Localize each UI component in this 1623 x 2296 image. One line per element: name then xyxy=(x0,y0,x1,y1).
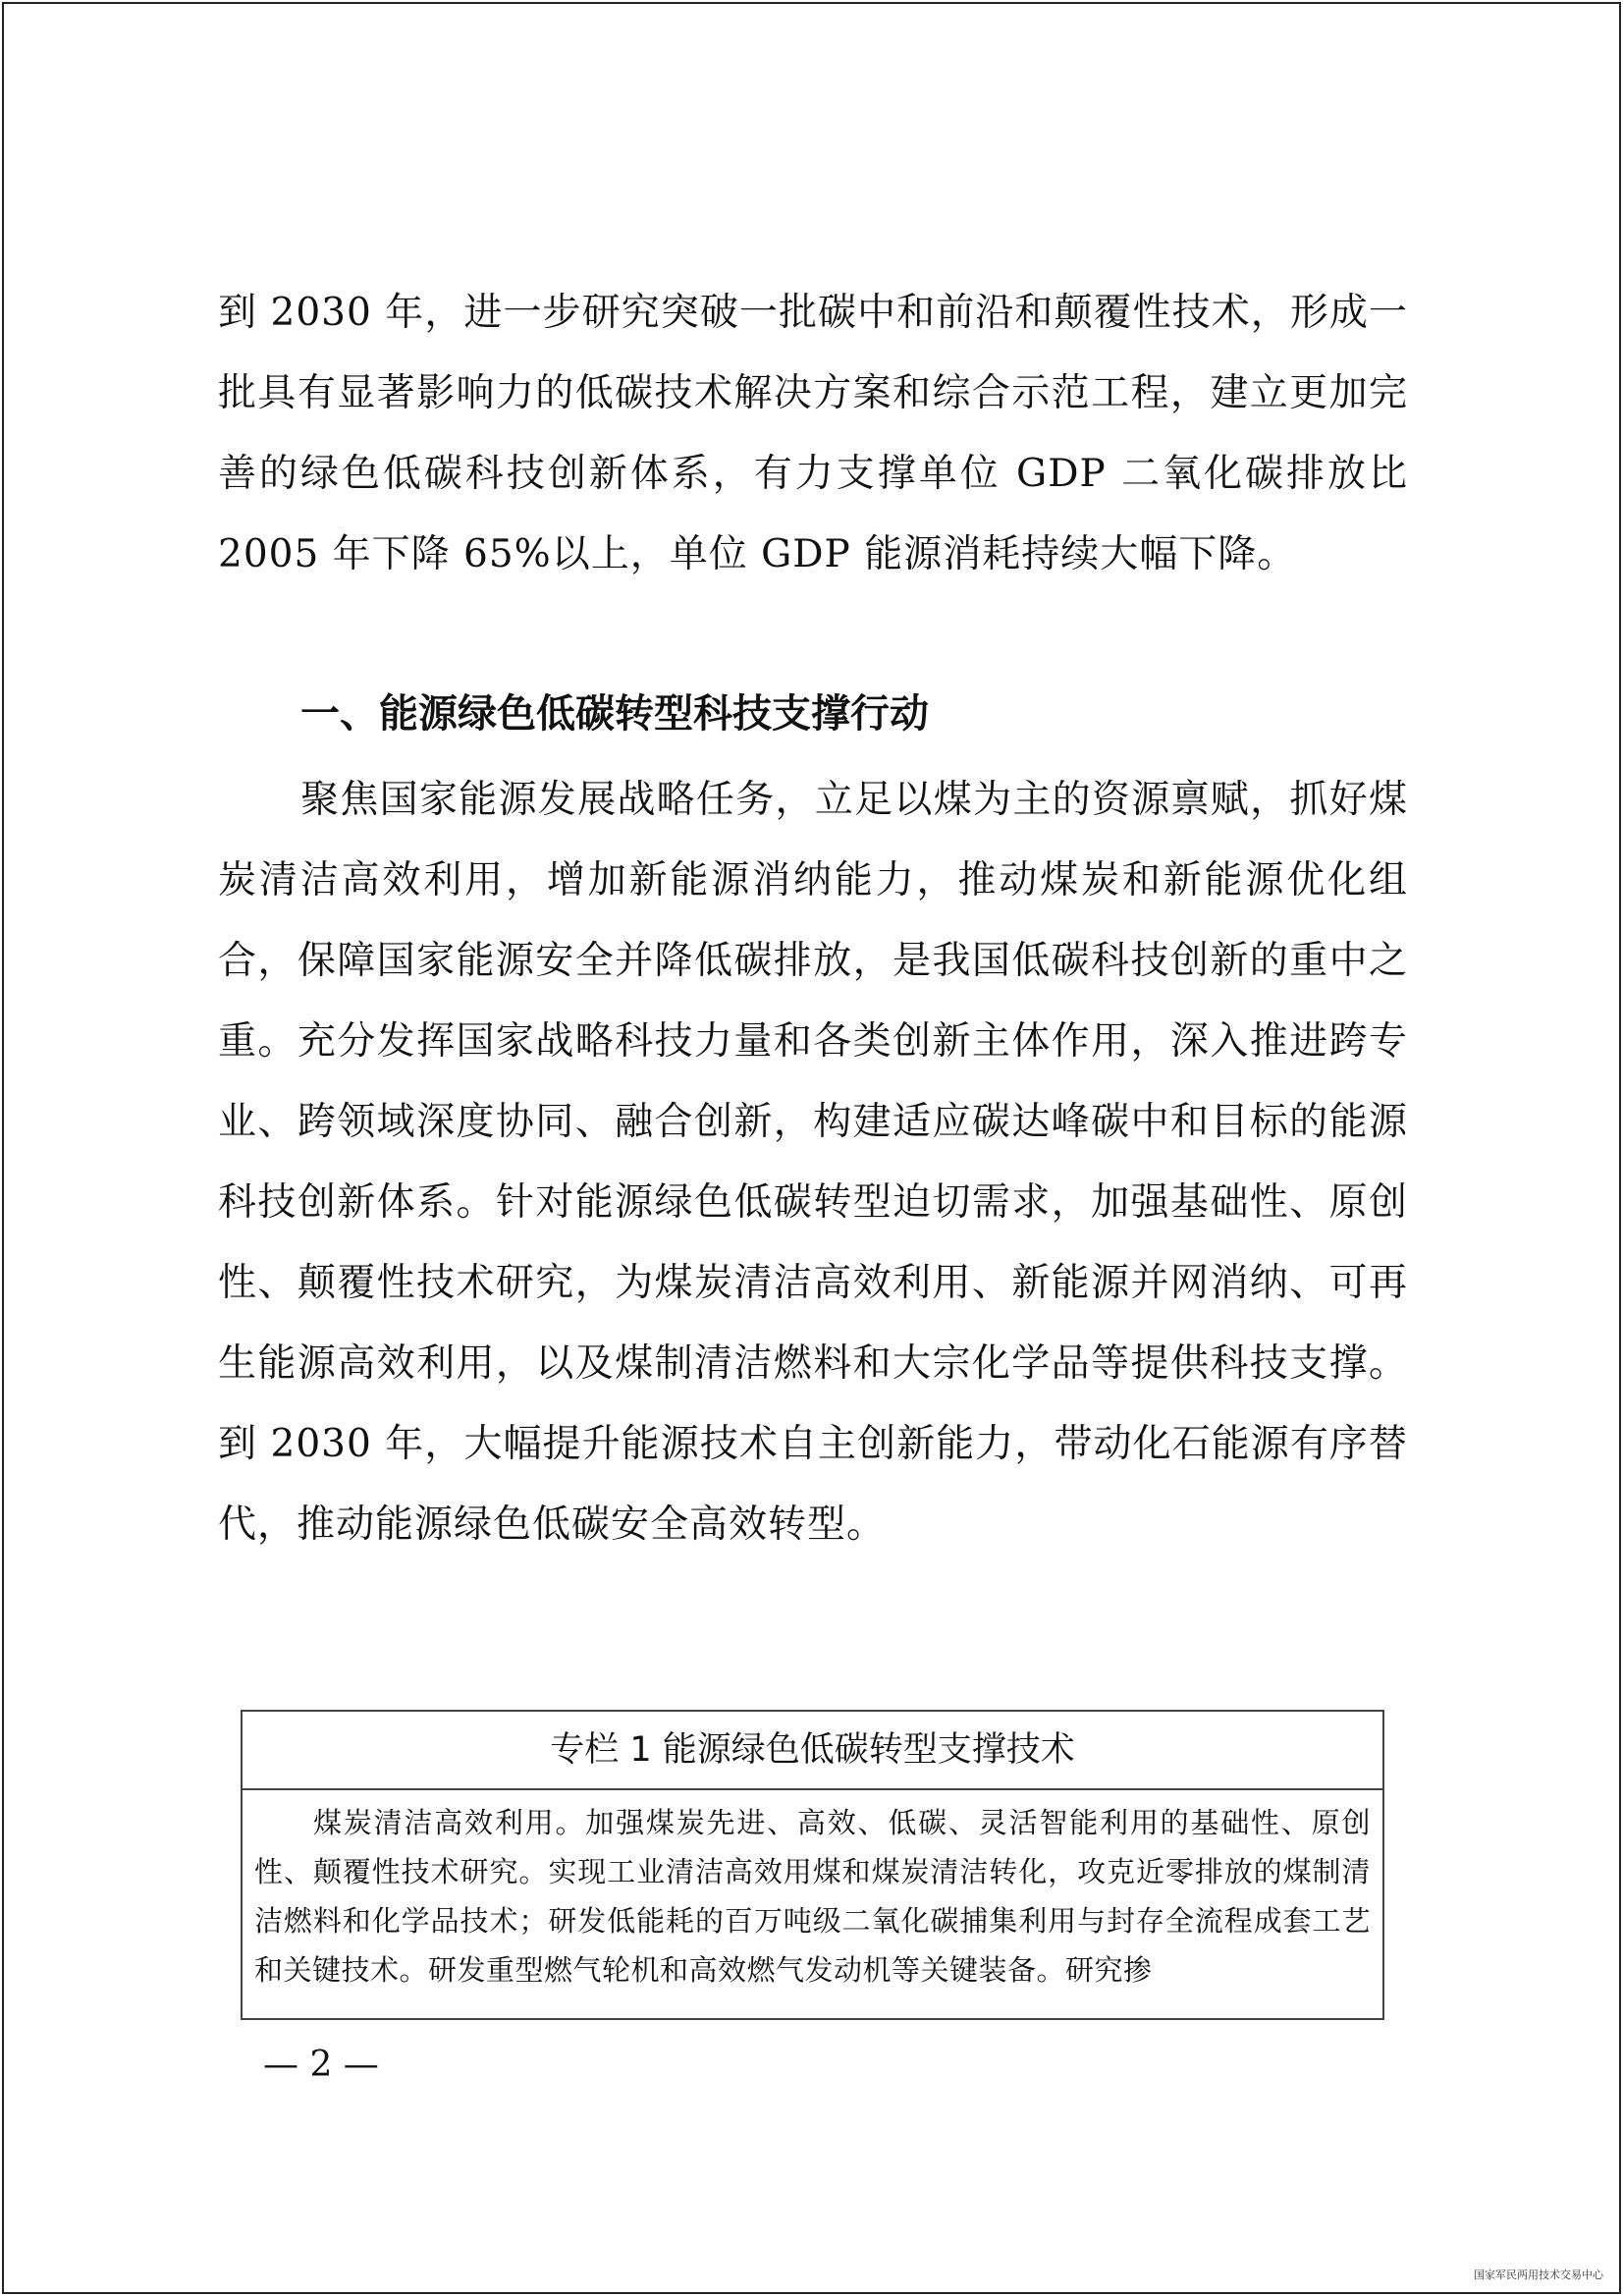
paragraph-intro: 到 2030 年，进一步研究突破一批碳中和前沿和颠覆性技术，形成一批具有显著影响力的低碳技术解决方案和综合示范工程，建立更加完善的绿色低碳科技创新体系，有力支撑单位 GDP 二氧化碳排放比 2005 年下降 65%以上，单位 GDP 能源消耗持续大幅下降。 xyxy=(218,291,1408,576)
box-body: 煤炭清洁高效利用。加强煤炭先进、高效、低碳、灵活智能利用的基础性、原创性、颠覆性技术研究。实现工业清洁高效用煤和煤炭清洁转化，攻克近零排放的煤制清洁燃料和化学品技术；研发低能耗的百万吨级二氧化碳捕集利用与封存全流程成套工艺和关键技术。研发重型燃气轮机和高效燃气发动机等关键装备。研究掺 xyxy=(254,1806,1371,1987)
sidebar-box xyxy=(241,1710,1384,2020)
watermark-text: 国家军民两用技术交易中心 xyxy=(1474,2269,1603,2281)
box-title: 专栏 1 能源绿色低碳转型支撑技术 xyxy=(243,1712,1382,1790)
section-heading: 一、能源绿色低碳转型科技支撑行动 xyxy=(300,691,929,737)
paragraph-body: 聚焦国家能源发展战略任务，立足以煤为主的资源禀赋，抓好煤炭清洁高效利用，增加新能源消纳能力，推动煤炭和新能源优化组合，保障国家能源安全并降低碳排放，是我国低碳科技创新的重中之重。充分发挥国家战略科技力量和各类创新主体作用，深入推进跨专业、跨领域深度协同、融合创新，构建适应碳达峰碳中和目标的能源科技创新体系。针对能源绿色低碳转型迫切需求，加强基础性、原创性、颠覆性技术研究，为煤炭清洁高效利用、新能源并网消纳、可再生能源高效利用，以及煤制清洁燃料和大宗化学品等提供科技支撑。到 2030 年，大幅提升能源技术自主创新能力，带动化石能源有序替代，推动能源绿色低碳安全高效转型。 xyxy=(218,778,1408,1547)
page-number: — 2 — xyxy=(263,2045,379,2085)
